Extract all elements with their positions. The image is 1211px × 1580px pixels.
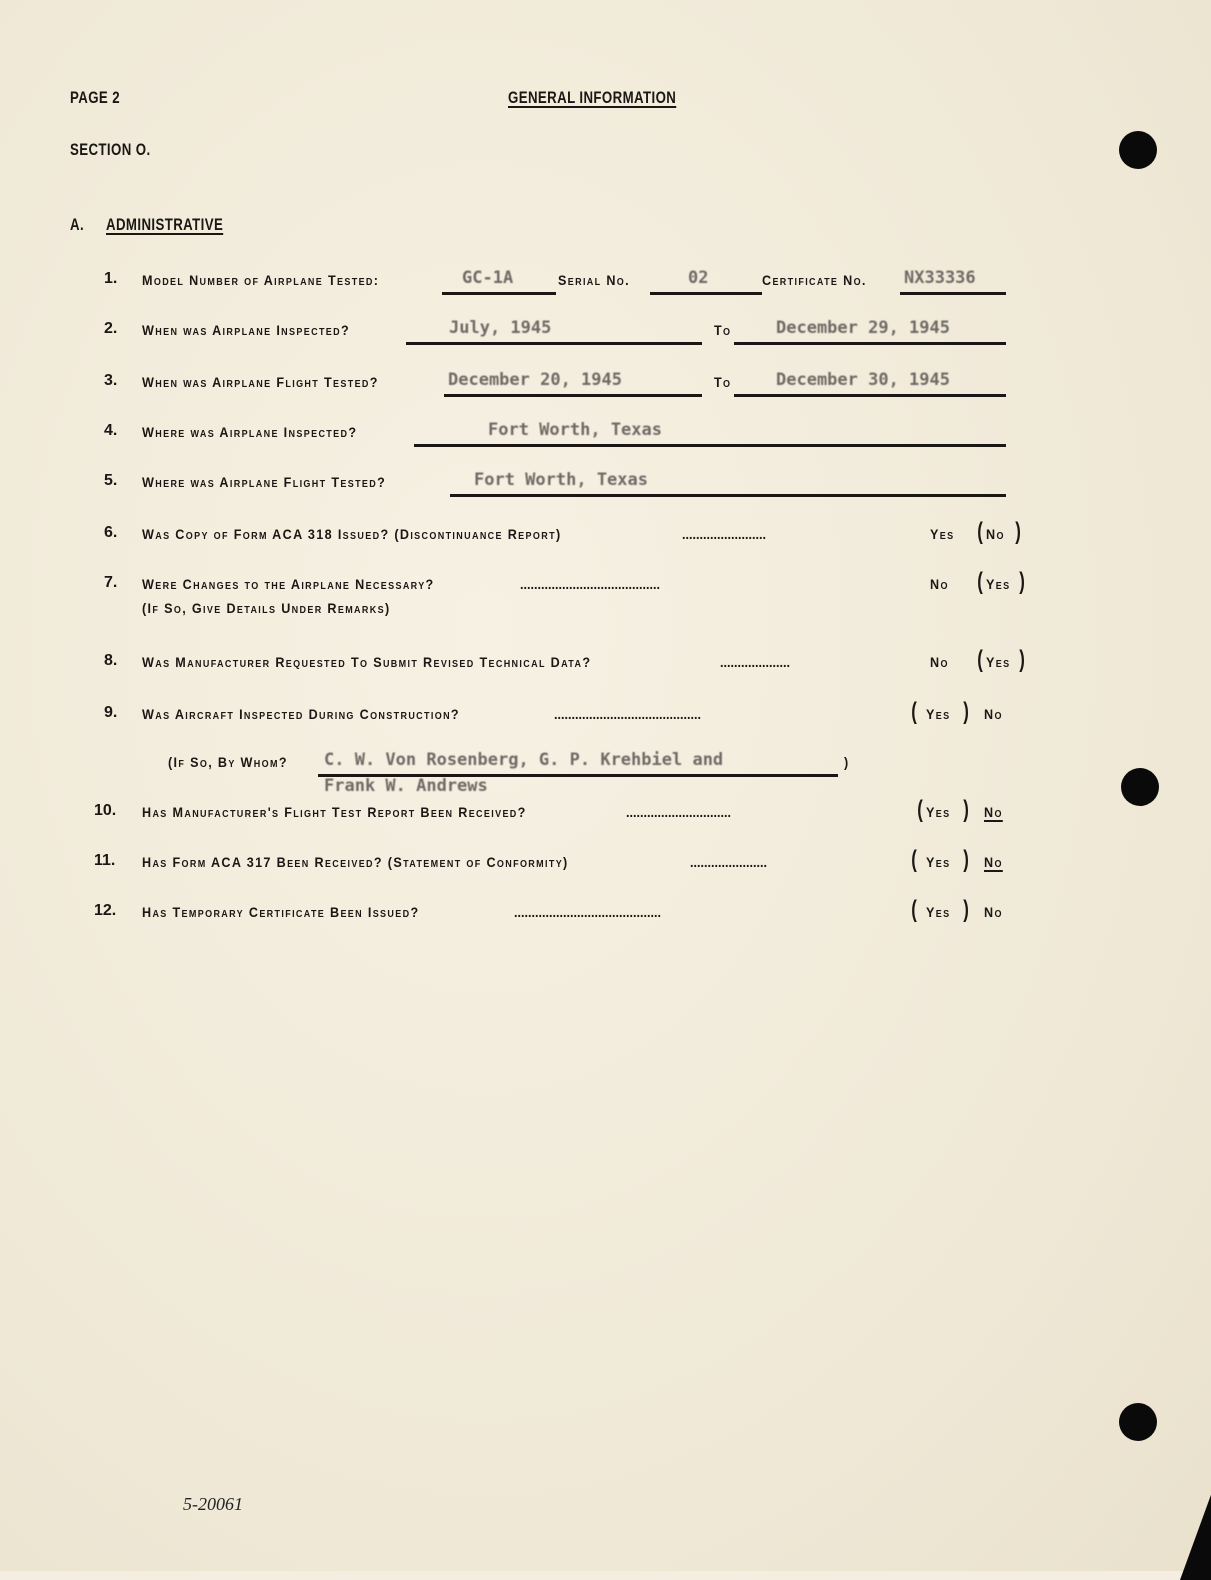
question-3 <box>104 370 1024 400</box>
by-whom-value-line2[interactable]: Frank W. Andrews <box>324 776 488 796</box>
question-number: 10. <box>94 802 117 819</box>
certificate-underline <box>900 292 1006 295</box>
question-number: 1. <box>104 270 118 287</box>
flight-tested-to-value[interactable]: December 30, 1945 <box>776 370 950 390</box>
question-number: 5. <box>104 472 118 489</box>
punch-hole-bottom <box>1119 1403 1157 1441</box>
leader-dots: ...................... <box>690 854 768 870</box>
selection-open-paren: ( <box>977 568 983 595</box>
question-11 <box>94 846 1034 880</box>
to-underline <box>734 342 1006 345</box>
option-no[interactable]: No <box>930 576 949 592</box>
selection-close-paren: ) <box>963 896 969 923</box>
subsection-letter: A. <box>70 215 85 234</box>
option-no[interactable]: No <box>930 654 949 670</box>
option-yes-selected[interactable]: Yes <box>926 854 951 870</box>
selection-close-paren: ) <box>1019 568 1025 595</box>
selection-open-paren: ( <box>917 796 923 823</box>
to-label: To <box>714 374 732 390</box>
handwritten-reference: 5-20061 <box>183 1494 243 1514</box>
question-9-by-whom <box>168 750 888 800</box>
question-10 <box>94 796 1034 830</box>
question-label: When was Airplane Inspected? <box>142 322 351 338</box>
option-no[interactable]: No <box>984 854 1003 870</box>
question-number: 2. <box>104 320 118 337</box>
question-7 <box>104 568 1034 622</box>
location-underline <box>450 494 1006 497</box>
selection-open-paren: ( <box>977 518 983 545</box>
question-sublabel: (If So, Give Details Under Remarks) <box>142 600 391 616</box>
question-label: Was Aircraft Inspected During Construction? <box>142 706 460 722</box>
question-4 <box>104 420 1024 450</box>
question-label: Where was Airplane Inspected? <box>142 424 358 440</box>
question-label: Was Copy of Form ACA 318 Issued? (Discontinuance Report) <box>142 526 562 542</box>
page-label: PAGE 2 <box>70 88 120 107</box>
selection-close-paren: ) <box>1015 518 1021 545</box>
leader-dots: ........................................ <box>520 576 661 592</box>
selection-open-paren: ( <box>911 896 917 923</box>
option-yes-selected[interactable]: Yes <box>986 576 1011 592</box>
to-underline <box>734 394 1006 397</box>
inspected-location-value[interactable]: Fort Worth, Texas <box>488 420 662 440</box>
question-number: 8. <box>104 652 118 669</box>
selection-close-paren: ) <box>963 796 969 823</box>
option-yes[interactable]: Yes <box>930 526 955 542</box>
question-6 <box>104 518 1034 552</box>
option-yes-selected[interactable]: Yes <box>926 904 951 920</box>
option-yes-selected[interactable]: Yes <box>926 804 951 820</box>
question-number: 7. <box>104 574 118 591</box>
question-number: 9. <box>104 704 118 721</box>
option-yes-selected[interactable]: Yes <box>986 654 1011 670</box>
question-number: 11. <box>94 852 116 869</box>
model-underline <box>442 292 556 295</box>
question-number: 3. <box>104 372 118 389</box>
question-1 <box>104 268 1024 298</box>
serial-value[interactable]: 02 <box>688 268 709 288</box>
leader-dots: .............................. <box>626 804 732 820</box>
question-label: Was Manufacturer Requested To Submit Revised Technical Data? <box>142 654 592 670</box>
question-label: Has Manufacturer's Flight Test Report Been Received? <box>142 804 527 820</box>
serial-label: Serial No. <box>558 272 631 288</box>
page-title: GENERAL INFORMATION <box>508 88 677 107</box>
from-underline <box>406 342 702 345</box>
question-label: Has Temporary Certificate Been Issued? <box>142 904 420 920</box>
option-no[interactable]: No <box>984 706 1003 722</box>
model-value[interactable]: GC-1A <box>462 268 514 288</box>
option-no[interactable]: No <box>984 904 1003 920</box>
question-12 <box>94 896 1034 930</box>
punch-hole-middle <box>1121 768 1159 806</box>
location-underline <box>414 444 1006 447</box>
question-9 <box>104 698 1034 732</box>
selection-close-paren: ) <box>963 846 969 873</box>
option-yes-selected[interactable]: Yes <box>926 706 951 722</box>
selection-open-paren: ( <box>911 698 917 725</box>
question-number: 4. <box>104 422 118 439</box>
inspected-to-value[interactable]: December 29, 1945 <box>776 318 950 338</box>
question-label: When was Airplane Flight Tested? <box>142 374 379 390</box>
question-8 <box>104 646 1034 680</box>
by-whom-close-paren: ) <box>844 754 850 770</box>
option-no[interactable]: No <box>984 804 1003 820</box>
question-label: Where was Airplane Flight Tested? <box>142 474 387 490</box>
by-whom-value-line1[interactable]: C. W. Von Rosenberg, G. P. Krehbiel and <box>324 750 724 770</box>
certificate-label: Certificate No. <box>762 272 867 288</box>
serial-underline <box>650 292 762 295</box>
subsection-title: ADMINISTRATIVE <box>106 215 224 234</box>
by-whom-label: (If So, By Whom? <box>168 754 288 770</box>
leader-dots: .................... <box>720 654 791 670</box>
from-underline <box>444 394 702 397</box>
punch-hole-top <box>1119 131 1157 169</box>
flight-tested-location-value[interactable]: Fort Worth, Texas <box>474 470 648 490</box>
leader-dots: .......................................... <box>554 706 702 722</box>
question-number: 6. <box>104 524 118 541</box>
selection-open-paren: ( <box>911 846 917 873</box>
question-2 <box>104 318 1024 348</box>
inspected-from-value[interactable]: July, 1945 <box>449 318 552 338</box>
selection-open-paren: ( <box>977 646 983 673</box>
selection-close-paren: ) <box>1019 646 1025 673</box>
section-label: SECTION O. <box>70 140 151 159</box>
option-no-selected[interactable]: No <box>986 526 1005 542</box>
question-label: Model Number of Airplane Tested: <box>142 272 380 288</box>
certificate-value[interactable]: NX33336 <box>904 268 976 288</box>
question-5 <box>104 470 1024 500</box>
leader-dots: ........................ <box>682 526 767 542</box>
selection-close-paren: ) <box>963 698 969 725</box>
question-number: 12. <box>94 902 117 919</box>
to-label: To <box>714 322 732 338</box>
question-label: Were Changes to the Airplane Necessary? <box>142 576 435 592</box>
leader-dots: .......................................... <box>514 904 662 920</box>
question-label: Has Form ACA 317 Been Received? (Statement of Conformity) <box>142 854 569 870</box>
flight-tested-from-value[interactable]: December 20, 1945 <box>448 370 622 390</box>
